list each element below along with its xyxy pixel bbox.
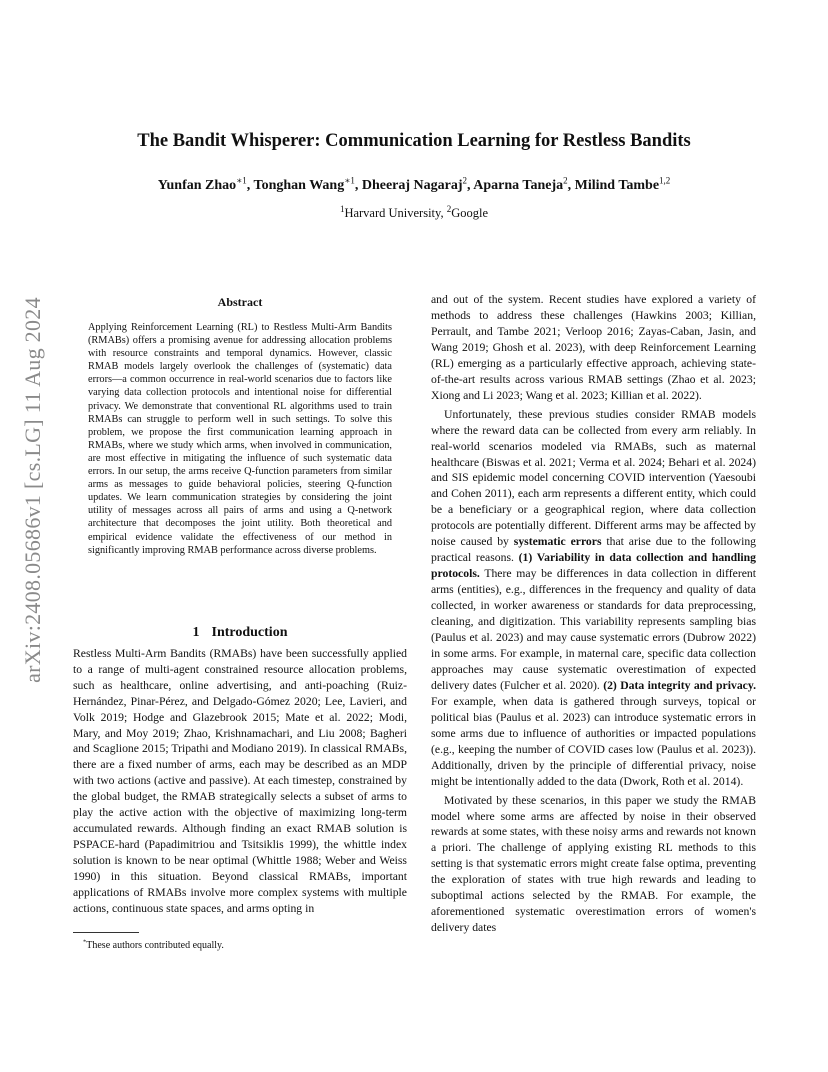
bold-phrase: systematic errors <box>513 535 602 549</box>
footnote <box>83 940 224 951</box>
text-run: There may be differences in data collection in different arms (entities), e.g., differences in the frequency and quality of data collected, in worker awareness or standards for data preprocessing, cleaning, and digitization. This variability represents sampling bias (Paulus et al. 2023) and may cause systematic errors (Dubrow 2022) in some arms. For example, in maternal care, specific data collection approaches may cause systematic overestimation of expected delivery dates (Fulcher et al. 2020). <box>431 567 756 692</box>
footnote-rule <box>73 932 139 933</box>
footnote-mark: * <box>83 938 87 946</box>
text-run: Unfortunately, these previous studies consider RMAB models where the reward data can be collected from every arm reliably. In real-world scenarios modeled via RMABs, such as maternal healthcare (Biswas et al. 2021; Verma et al. 2024; Behari et al. 2024) and SIS epidemic model concerning COVID intervention (Yaesoubi and Cohen 2011), each arm represents a different entity, which could be a beneficiary or a geographical region, where data collection protocols are potentially different. Different arms may be affected by noise caused by <box>431 407 756 549</box>
affil-mark: 2 <box>446 203 452 214</box>
arxiv-sidebar <box>18 280 48 700</box>
footnote-text: These authors contributed equally. <box>86 940 224 951</box>
author-mark: 2 <box>563 175 568 186</box>
section-heading <box>73 625 407 641</box>
author-list: Yunfan Zhao$^{∗1}$, Tonghan Wang$^{∗1}$, Dheeraj Nagaraj$^2$, Aparna Taneja$^2$, Milind Tambe$^{1,2}$ <box>157 175 671 193</box>
author-mark: ∗1 <box>344 175 355 186</box>
bold-phrase: (2) Data integrity and privacy. <box>603 678 756 692</box>
paragraph: Restless Multi-Arm Bandits (RMABs) have been successfully applied to a range of multi-agent constrained resource allocation problems, such as healthcare, online advertising, and anti-poaching (Ruiz-Hernández, Pinar-Pérez, and Delgado-Gómez 2020; Lee, Lavieri, and Volk 2019; Hodge and Glazebrook 2015; Mate et al. 2022; Modi, Mary, and Moy 2019; Zhao, Krishnamachari, and Liu 2008; Bagheri and Scaglione 2015; Tripathi and Modiano 2019). In classical RMABs, there are a fixed number of arms, each may be described as an MDP with two actions (active and passive). At each timestep, constrained by the global budget, the RMAB strategically selects a subset of arms to play the active action with the objective of maximizing long-term accumulated rewards. Although finding an exact RMAB solution is PSPACE-hard (Papadimitriou and Tsitsiklis 1999), the whittle index solution is known to be near optimal (Whittle 1988; Weber and Weiss 1990) in this situation. Beyond classical RMABs, important applications of RMABs involve more complex systems with multiple actions, continuous state spaces, and arms opting in <box>73 647 407 915</box>
abstract-heading: Abstract <box>217 295 263 309</box>
paragraph: and out of the system. Recent studies have explored a variety of methods to address these challenges (Hawkins 2003; Killian, Perrault, and Tambe 2021; Verloop 2016; Zayas-Caban, Jasin, and Wang 2019; Ghosh et al. 2023), with deep Reinforcement Learning (RL) emerging as a particularly effective approach, achieving state-of-the-art results across various RMAB settings (Zhao et al. 2023; Xiong and Li 2023; Wang et al. 2023; Killian et al. 2022). <box>431 293 756 402</box>
author-mark: 2 <box>462 175 468 186</box>
abstract-body: Applying Reinforcement Learning (RL) to Restless Multi-Arm Bandits (RMABs) offers a promising avenue for addressing allocation problems with resource constraints and temporal dynamics. However, classic RMAB models largely overlook the challenges of (systematic) data errors—a common occurrence in real-world scenarios due to factors like varying data collection protocols and intentional noise for differential privacy. We demonstrate that conventional RL algorithms used to train RMABs can struggle to perform well in such settings. To solve this problem, we propose the first communication learning approach in RMABs, where we study which arms, when involved in communication, are most effective in mitigating the influence of such systematic data errors. In our setup, the arms receive Q-function parameters from similar arms as messages to guide behavioral policies, steering Q-function updates. We learn communication strategies by considering the joint utility of messages across all pairs of arms and using a Q-network architecture that decomposes the joint utility. Both theoretical and empirical evidence validate the effectiveness of our method in significantly improving RMAB performance across diverse problems. <box>88 322 392 556</box>
text-run: For example, when data is gathered through surveys, topical or political bias (Paulus et al. 2023) can introduce systematic errors in some arms due to influence of authorities or impacted populations (e.g., keeping the number of COVID cases low (Paulus et al. 2023)). Additionally, driven by the principle of differential privacy, noise might be intentionally added to the data (Dwork, Roth et al. 2014). <box>431 694 756 788</box>
author-mark: ∗1 <box>236 175 247 186</box>
paragraph: Motivated by these scenarios, in this paper we study the RMAB model where some arms are affected by noise in their observed rewards at some states, with these noisy arms and rewards not known a priori. The challenge of applying existing RL methods to this setting is that systematic errors might create false optima, preventing the exploration of states with true high rewards and leading to suboptimal actions selected by the RMAB. For example, the aforementioned systematic overestimation errors of women's delivery dates <box>431 793 756 935</box>
author-name: Yunfan Zhao <box>157 178 237 193</box>
section-title: Introduction <box>211 625 288 640</box>
author-name: Milind Tambe <box>574 178 660 193</box>
arxiv-identifier: arXiv:2408.05686v1 [cs.LG] 11 Aug 2024 <box>20 297 45 683</box>
affil-mark: 1 <box>339 203 345 214</box>
author-name: Dheeraj Nagaraj <box>361 178 463 193</box>
author-name: Aparna Taneja <box>473 178 564 193</box>
text-run: that arise due to the following practical reasons. <box>431 535 757 565</box>
bold-phrase: (1) Variability in data collection and handling protocols. <box>431 551 756 581</box>
intro-right-column <box>431 292 756 936</box>
author-mark: 1,2 <box>659 175 671 186</box>
author-name: Tonghan Wang <box>253 178 345 193</box>
affiliation: Harvard University, <box>344 206 447 220</box>
paper-title: The Bandit Whisperer: Communication Learning for Restless Bandits <box>137 131 691 151</box>
affiliations <box>0 203 828 221</box>
section-number: 1 <box>192 625 200 640</box>
paragraph <box>431 407 756 790</box>
intro-left-column <box>73 646 407 916</box>
affiliation: Google <box>451 206 489 220</box>
